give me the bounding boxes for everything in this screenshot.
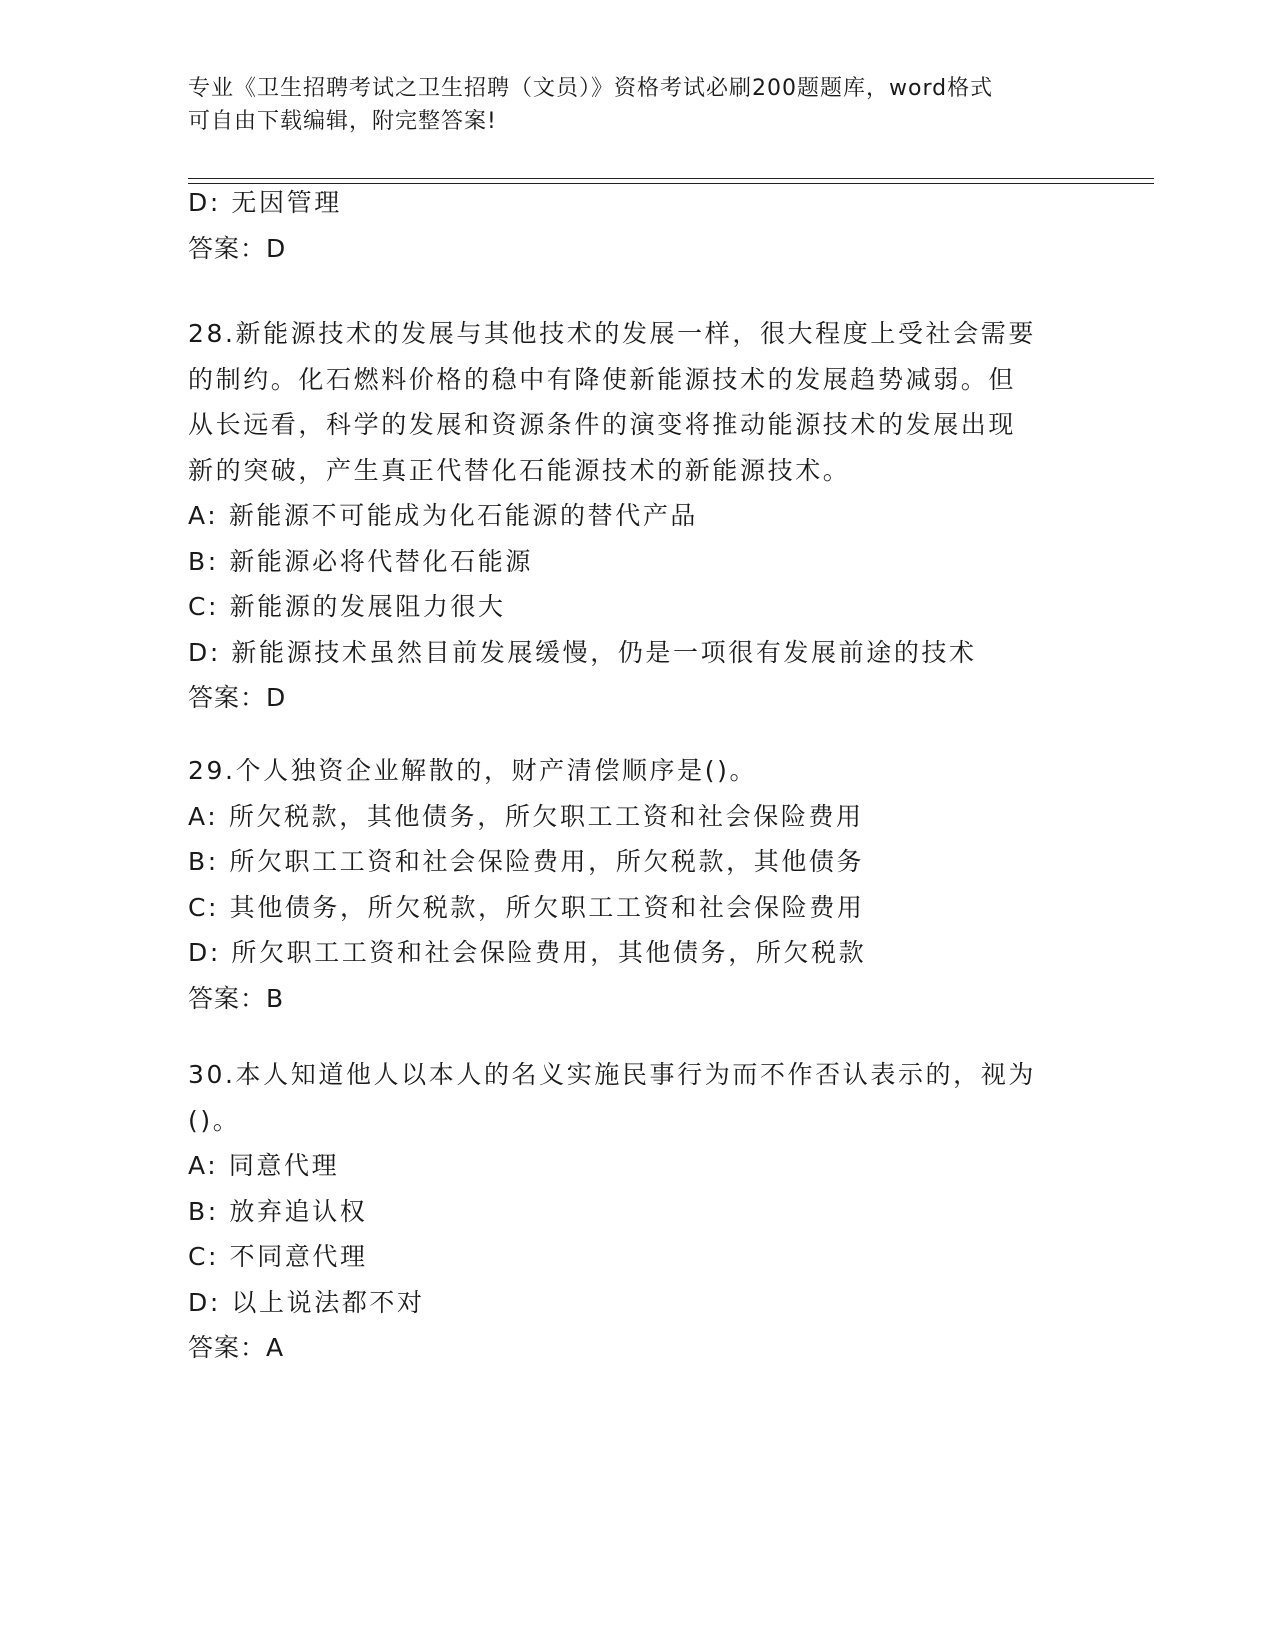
question-stem-line: ()。 (188, 1105, 241, 1135)
header-line-1: 专业《卫生招聘考试之卫生招聘（文员）》资格考试必刷200题题库，word格式 (188, 76, 994, 101)
header-line-2: 可自由下载编辑，附完整答案! (188, 109, 497, 134)
question-stem-line: 30.本人知道他人以本人的名义实施民事行为而不作否认表示的，视为 (188, 1060, 1036, 1089)
option-d: D: 新能源技术虽然目前发展缓慢，仍是一项很有发展前途的技术 (188, 637, 977, 667)
option-d: D: 无因管理 (188, 188, 342, 217)
question-stem-line: 29.个人独资企业解散的，财产清偿顺序是()。 (188, 756, 758, 785)
option-c: C: 新能源的发展阻力很大 (188, 592, 506, 621)
answer-line: 答案：D (188, 683, 287, 712)
option-c: C: 其他债务，所欠税款，所欠职工工资和社会保险费用 (188, 892, 865, 922)
question-stem-line: 28.新能源技术的发展与其他技术的发展一样，很大程度上受社会需要 (188, 319, 1036, 348)
option-d: D: 所欠职工工资和社会保险费用，其他债务，所欠税款 (188, 938, 867, 967)
question-stem-line: 从长远看，科学的发展和资源条件的演变将推动能源技术的发展出现 (188, 410, 1017, 439)
question-stem-line: 新的突破，产生真正代替化石能源技术的新能源技术。 (188, 455, 851, 485)
question-29 (188, 748, 1088, 1021)
answer-line: 答案：D (188, 233, 287, 263)
question-stem-line: 的制约。化石燃料价格的稳中有降使新能源技术的发展趋势减弱。但 (188, 364, 1017, 394)
option-a: A: 新能源不可能成为化石能源的替代产品 (188, 501, 699, 530)
option-d: D: 以上说法都不对 (188, 1287, 425, 1317)
option-b: B: 新能源必将代替化石能源 (188, 546, 533, 576)
question-30 (188, 1052, 1088, 1371)
prev-question-tail (188, 180, 1088, 271)
header-divider-top (188, 178, 1154, 179)
answer-line: 答案：B (188, 983, 285, 1013)
question-28 (188, 311, 1088, 721)
option-b: B: 放弃追认权 (188, 1196, 368, 1226)
document-header (188, 72, 1088, 138)
answer-line: 答案：A (188, 1333, 285, 1362)
option-a: A: 同意代理 (188, 1151, 340, 1180)
option-b: B: 所欠职工工资和社会保险费用，所欠税款，其他债务 (188, 847, 865, 876)
option-c: C: 不同意代理 (188, 1242, 368, 1271)
option-a: A: 所欠税款，其他债务，所欠职工工资和社会保险费用 (188, 801, 864, 831)
